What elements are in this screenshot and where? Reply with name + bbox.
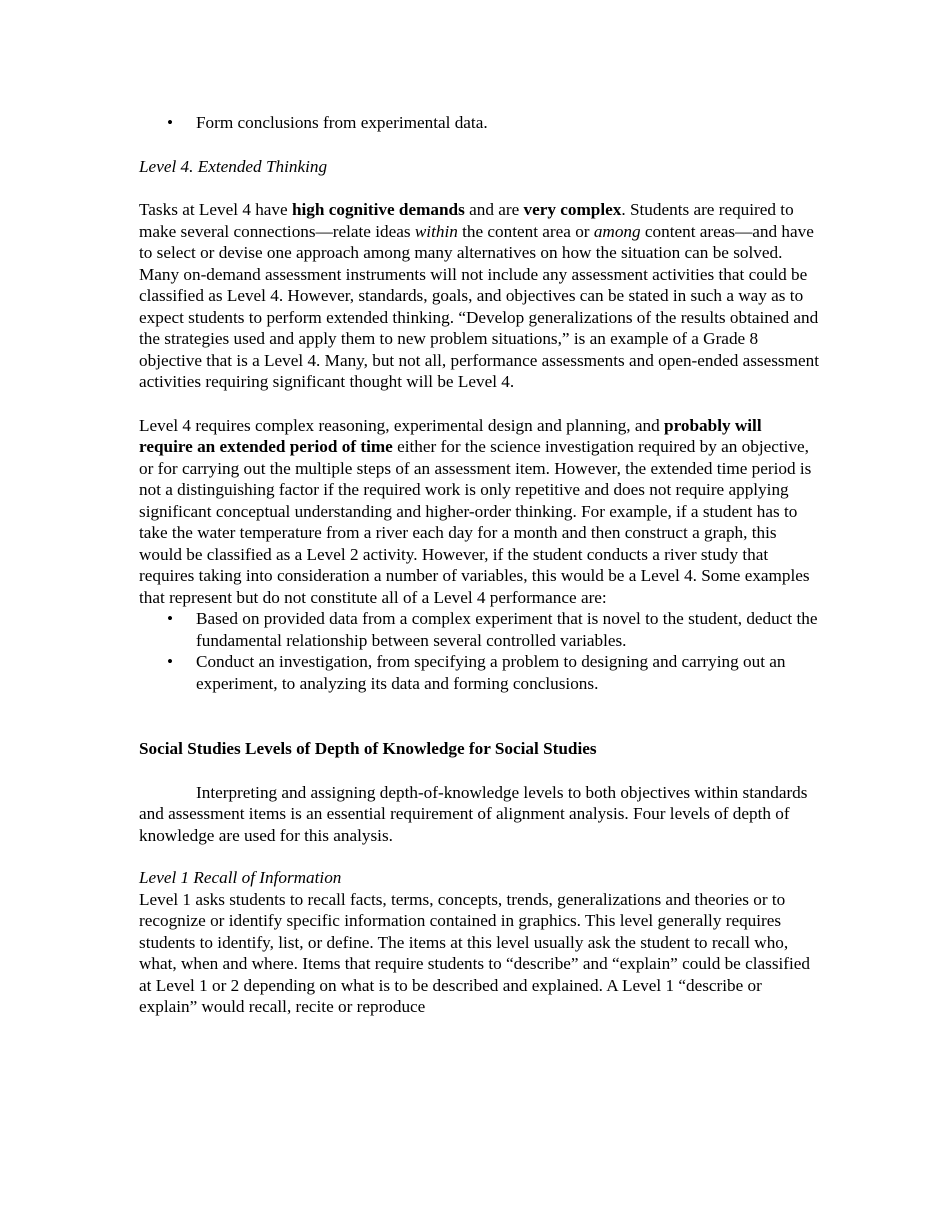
list-item-text: Form conclusions from experimental data. bbox=[196, 113, 488, 132]
bullet-icon: • bbox=[167, 652, 174, 671]
list-item bbox=[139, 608, 819, 651]
level4-heading: Level 4. Extended Thinking bbox=[139, 156, 328, 176]
social-studies-intro: Interpreting and assigning depth-of-knowledge levels to both objectives within standards and assessment items is an essential requirement of alignment analysis. Four levels of depth of knowledge are used for this analysis. bbox=[139, 782, 808, 845]
level4-paragraph-2: Level 4 requires complex reasoning, experimental design and planning, and probably will require an extended period of time either for the science investigation required by an objective, or for carrying out the multiple steps of an assessment item. However, the extended time period is not a distinguishing factor if the required work is only repetitive and does not require applying significant conceptual understanding and higher-order thinking. For example, if a student has to take the water temperature from a river each day for a month and then construct a graph, this would be classified as a Level 2 activity. However, if the student conducts a river study that requires taking into consideration a number of variables, this would be a Level 4. Some examples that represent but do not constitute all of a Level 4 performance are: bbox=[139, 415, 812, 607]
bullet-icon: • bbox=[167, 609, 174, 628]
list-item-text: Based on provided data from a complex experiment that is novel to the student, deduct the fundamental relationship between several controlled variables. bbox=[196, 609, 818, 650]
social-studies-heading: Social Studies Levels of Depth of Knowledge for Social Studies bbox=[139, 739, 597, 758]
list-item-text: Conduct an investigation, from specifying a problem to designing and carrying out an experiment, to analyzing its data and forming conclusions. bbox=[196, 652, 786, 693]
bullet-icon: • bbox=[167, 113, 174, 132]
examples-list bbox=[139, 608, 819, 694]
document-page bbox=[139, 112, 819, 1018]
level1-paragraph: Level 1 asks students to recall facts, terms, concepts, trends, generalizations and theories or to recognize or identify specific information contained in graphics. This level generally requires students to identify, list, or define. The items at this level usually ask the student to recall who, what, when and where. Items that require students to “describe” and “explain” could be classified at Level 1 or 2 depending on what is to be described and explained. A Level 1 “describe or explain” would recall, recite or reproduce bbox=[139, 889, 811, 1016]
level4-paragraph-1: Tasks at Level 4 have high cognitive demands and are very complex. Students are required to make several connections—relate ideas within the content area or among content areas—and have to select or devise one approach among many alternatives on how the situation can be solved. Many on-demand assessment instruments will not include any assessment activities that could be classified as Level 4. However, standards, goals, and objectives can be stated in such a way as to expect students to perform extended thinking. “Develop generalizations of the results obtained and the strategies used and apply them to new problem situations,” is an example of a Grade 8 objective that is a Level 4. Many, but not all, performance assessments and open-ended assessment activities requiring significant thought will be Level 4. bbox=[139, 200, 819, 391]
level1-heading: Level 1 Recall of Information bbox=[139, 868, 342, 887]
top-bullet-list bbox=[139, 112, 819, 134]
list-item bbox=[139, 651, 819, 694]
list-item bbox=[139, 112, 819, 134]
